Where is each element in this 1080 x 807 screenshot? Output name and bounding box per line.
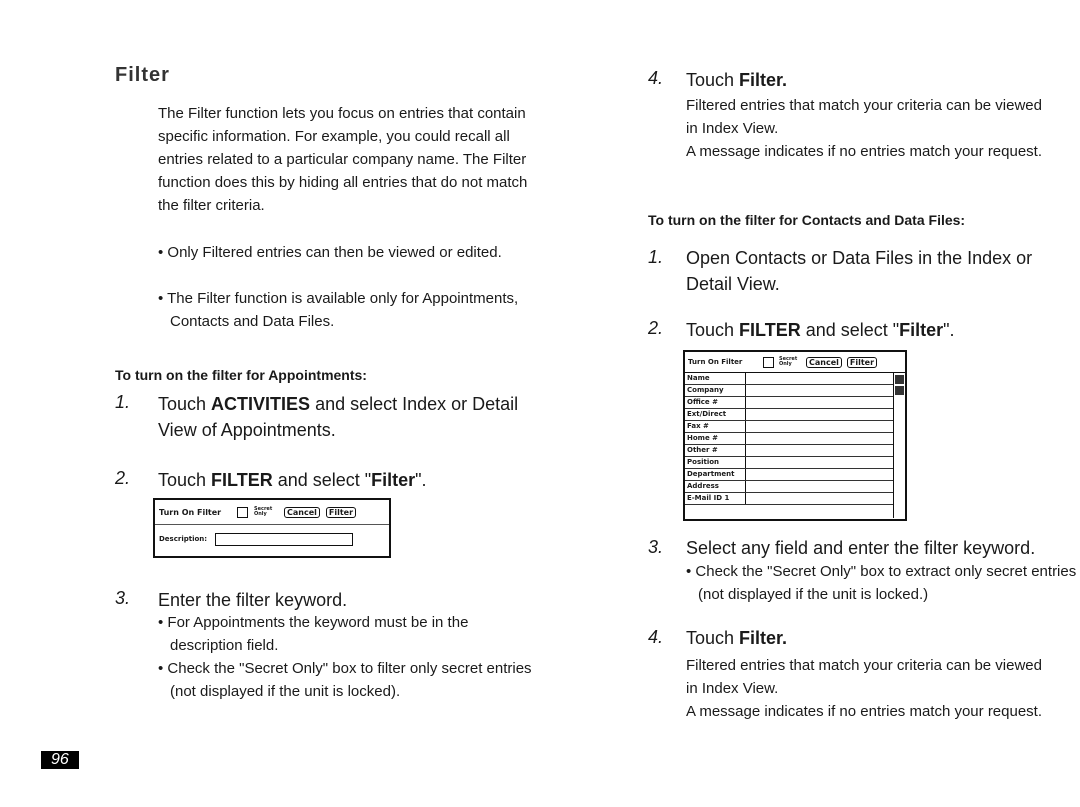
- cancel-button[interactable]: Cancel: [806, 357, 842, 368]
- field-row[interactable]: [685, 457, 893, 469]
- field-value-input[interactable]: [746, 433, 893, 444]
- field-label: Fax #: [685, 421, 746, 432]
- cancel-button[interactable]: Cancel: [284, 507, 320, 518]
- step-number: 2.: [115, 468, 131, 488]
- bullet: • Check the "Secret Only" box to filter only secret entries (not displayed if the unit is locked).: [158, 660, 532, 700]
- step-number: 3.: [115, 588, 131, 608]
- step-number: 1.: [648, 247, 664, 267]
- field-label: Other #: [685, 445, 746, 456]
- field-label: Position: [685, 457, 746, 468]
- field-label: Office #: [685, 397, 746, 408]
- step-number: 3.: [648, 537, 664, 557]
- step-text: Touch Filter.: [686, 70, 788, 90]
- bullet: • For Appointments the keyword must be in the description field.: [158, 614, 469, 654]
- field-row[interactable]: [685, 421, 893, 433]
- field-label: Company: [685, 385, 746, 396]
- field-value-input[interactable]: [746, 409, 893, 420]
- scroll-up-icon[interactable]: [895, 375, 904, 384]
- step-number: 2.: [648, 318, 664, 338]
- step-detail: Filtered entries that match your criteria can be viewed in Index View.: [686, 657, 1042, 697]
- field-value-input[interactable]: [746, 493, 893, 504]
- field-label: Department: [685, 469, 746, 480]
- field-list: [685, 373, 894, 518]
- field-label: Name: [685, 373, 746, 384]
- subheading: To turn on the filter for Appointments:: [115, 367, 367, 383]
- step-detail: A message indicates if no entries match your request.: [686, 703, 1043, 720]
- step-number: 4.: [648, 627, 664, 647]
- field-value-input[interactable]: [746, 469, 893, 480]
- field-value-input[interactable]: [746, 457, 893, 468]
- field-row[interactable]: [685, 373, 893, 385]
- step-number: 4.: [648, 68, 664, 88]
- field-value-input[interactable]: [746, 481, 893, 492]
- scroll-down-icon[interactable]: [895, 386, 904, 395]
- step-text: Touch FILTER and select "Filter".: [158, 470, 427, 490]
- field-value-input[interactable]: [746, 421, 893, 432]
- scrollbar[interactable]: [894, 373, 905, 518]
- filter-button[interactable]: Filter: [847, 357, 877, 368]
- field-row[interactable]: [685, 481, 893, 493]
- description-input[interactable]: [215, 533, 353, 546]
- field-label: Home #: [685, 433, 746, 444]
- description-label: Description:: [159, 535, 208, 543]
- step-detail: Filtered entries that match your criteria can be viewed in Index View.: [686, 97, 1042, 137]
- step-detail: A message indicates if no entries match your request.: [686, 143, 1043, 160]
- field-value-input[interactable]: [746, 445, 893, 456]
- step-text: Touch Filter.: [686, 628, 788, 648]
- step-text: Enter the filter keyword.: [158, 590, 348, 610]
- filter-button[interactable]: Filter: [326, 507, 356, 518]
- field-row[interactable]: [685, 493, 893, 505]
- field-value-input[interactable]: [746, 397, 893, 408]
- step-text: Open Contacts or Data Files in the Index or Detail View.: [686, 248, 1033, 294]
- secret-only-label: Secret Only: [254, 506, 273, 517]
- subheading: To turn on the filter for Contacts and Data Files:: [648, 212, 966, 228]
- dialog-title: Turn On Filter: [688, 358, 743, 366]
- field-row[interactable]: [685, 385, 893, 397]
- field-label: Address: [685, 481, 746, 492]
- field-row[interactable]: [685, 397, 893, 409]
- section-heading: Filter: [115, 64, 170, 86]
- field-row[interactable]: [685, 445, 893, 457]
- bullet: • Only Filtered entries can then be viewed or edited.: [158, 244, 502, 261]
- filter-dialog-appointments: [153, 498, 391, 558]
- field-label: Ext/Direct: [685, 409, 746, 420]
- step-number: 1.: [115, 392, 131, 412]
- step-text: Touch FILTER and select "Filter".: [686, 320, 955, 340]
- field-label: E-Mail ID 1: [685, 493, 746, 504]
- dialog-title: Turn On Filter: [159, 507, 222, 517]
- field-value-input[interactable]: [746, 385, 893, 396]
- secret-only-checkbox[interactable]: [237, 507, 248, 518]
- intro-paragraph: The Filter function lets you focus on entries that contain specific information. For example, you could recall all entries related to a particular company name. The Filter function does this by hiding all entries that do not match the filter criteria.: [158, 105, 528, 214]
- secret-only-label: Secret Only: [779, 356, 798, 367]
- step-text: Touch ACTIVITIES and select Index or Detail View of Appointments.: [158, 394, 519, 440]
- secret-only-checkbox[interactable]: [763, 357, 774, 368]
- filter-dialog-contacts: [683, 350, 907, 521]
- field-row[interactable]: [685, 469, 893, 481]
- page-number: 96: [41, 751, 79, 769]
- bullet: • The Filter function is available only for Appointments, Contacts and Data Files.: [158, 290, 519, 330]
- field-row[interactable]: [685, 409, 893, 421]
- bullet: • Check the "Secret Only" box to extract only secret entries (not displayed if the unit is locked.): [686, 563, 1077, 603]
- step-text: Select any field and enter the filter keyword.: [686, 538, 1036, 558]
- field-value-input[interactable]: [746, 373, 893, 384]
- field-row[interactable]: [685, 433, 893, 445]
